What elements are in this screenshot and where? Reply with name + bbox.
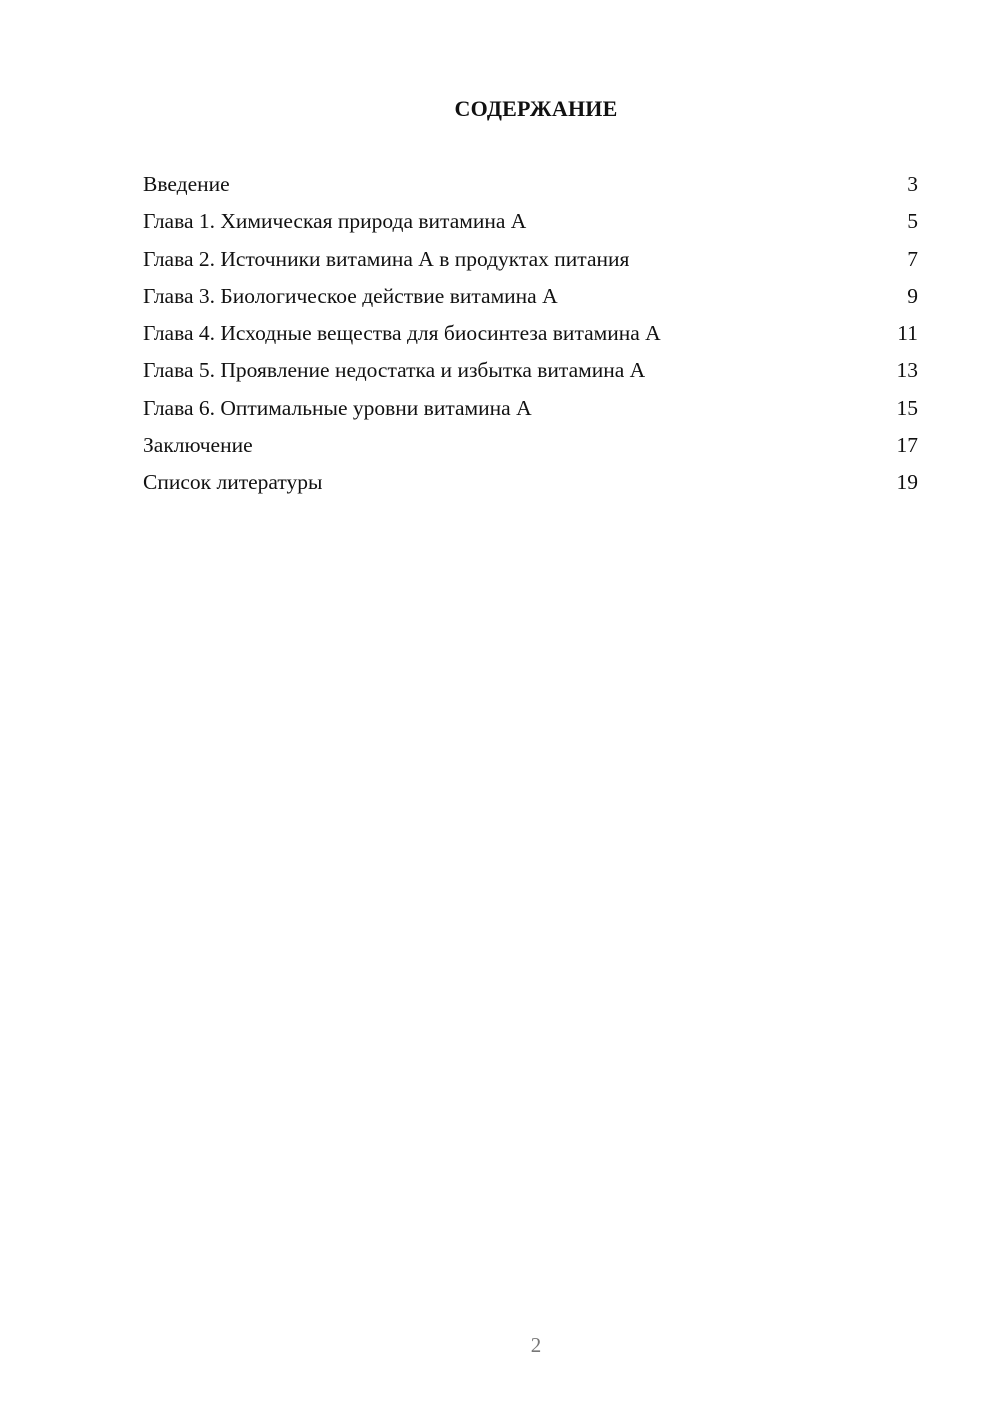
table-of-contents	[143, 169, 918, 505]
toc-entry-page: 7	[907, 246, 918, 271]
toc-entry-label: Глава 5. Проявление недостатка и избытка витамина А	[143, 358, 646, 383]
toc-entry	[143, 467, 918, 504]
toc-entry	[143, 318, 918, 355]
toc-entry-page: 15	[896, 395, 918, 420]
page-title: СОДЕРЖАНИЕ	[454, 96, 618, 121]
toc-entry-label: Список литературы	[143, 470, 323, 495]
toc-entry-label: Глава 6. Оптимальные уровни витамина А	[143, 395, 532, 420]
toc-entry	[143, 169, 918, 206]
toc-entry	[143, 281, 918, 318]
toc-entry	[143, 393, 918, 430]
toc-entry	[143, 244, 918, 281]
toc-entry-page: 5	[907, 209, 918, 234]
toc-entry-page: 9	[907, 283, 918, 308]
toc-entry-page: 19	[896, 470, 918, 495]
toc-entry-page: 11	[897, 321, 918, 346]
toc-entry	[143, 206, 918, 243]
toc-entry-label: Глава 2. Источники витамина А в продуктах питания	[143, 246, 630, 271]
toc-entry-page: 3	[907, 172, 918, 196]
toc-entry-page: 17	[896, 433, 918, 458]
toc-entry	[143, 430, 918, 467]
page-number: 2	[530, 1333, 542, 1357]
toc-entry-label: Глава 1. Химическая природа витамина А	[143, 209, 527, 234]
toc-entry-label: Глава 4. Исходные вещества для биосинтеза витамина А	[143, 321, 661, 346]
toc-entry-label: Введение	[143, 172, 230, 196]
toc-entry-label: Заключение	[143, 433, 253, 458]
toc-entry-label: Глава 3. Биологическое действие витамина А	[143, 283, 558, 308]
toc-entry-page: 13	[896, 358, 918, 383]
toc-entry	[143, 355, 918, 392]
